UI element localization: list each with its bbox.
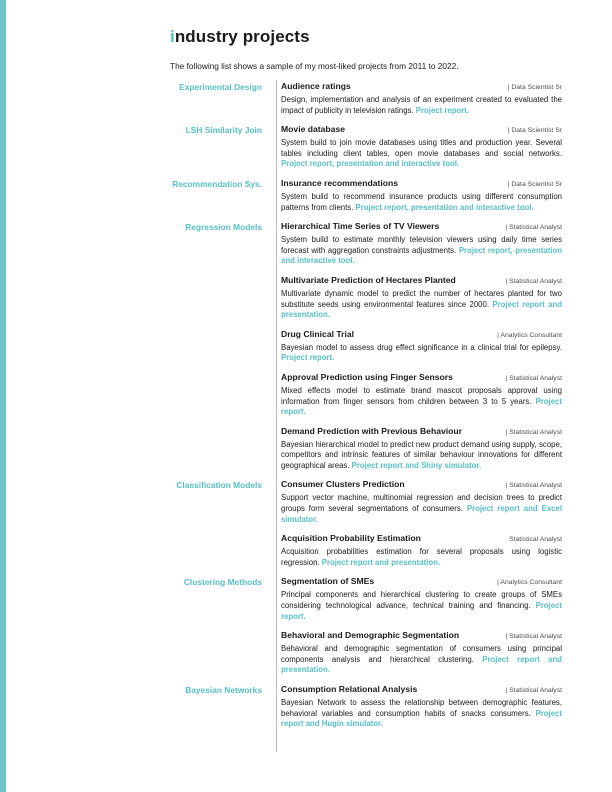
project-title: Behavioral and Demographic Segmentation <box>281 630 460 641</box>
project-category-label <box>0 629 270 630</box>
entry-spacer <box>0 267 612 274</box>
project-entry <box>0 177 612 213</box>
project-resources-link[interactable]: Project report. <box>281 601 562 621</box>
project-title: Hierarchical Time Series of TV Viewers <box>281 221 440 232</box>
project-body <box>270 683 562 730</box>
project-category-label: Classification Models <box>176 480 262 491</box>
project-category-label: LSH Similarity Join <box>185 125 262 136</box>
page-title-rest: ndustry projects <box>174 27 310 46</box>
project-heading <box>281 274 562 288</box>
project-list <box>0 80 612 737</box>
project-heading <box>281 478 562 492</box>
entry-spacer <box>0 676 612 683</box>
project-body <box>270 177 562 213</box>
project-body <box>270 629 562 676</box>
project-role: | Data Scientist Sr <box>507 180 562 188</box>
project-description <box>281 493 562 525</box>
project-heading <box>281 629 562 643</box>
project-description <box>281 192 562 213</box>
project-heading <box>281 177 562 191</box>
page-title-accent-letter: i <box>170 27 175 46</box>
project-body <box>270 532 562 568</box>
entry-spacer <box>0 170 612 177</box>
project-resources-link[interactable]: Project report. <box>281 396 562 417</box>
project-description-text: Bayesian model to assess drug effect significance in a clinical trial for epilepsy. <box>281 342 562 352</box>
project-title: Drug Clinical Trial <box>281 328 355 339</box>
project-description <box>281 698 562 730</box>
project-body <box>270 220 562 267</box>
project-resources-link[interactable]: Project report and Hugin simulator. <box>281 708 562 729</box>
project-heading <box>281 425 562 439</box>
page-header <box>170 26 580 72</box>
project-role: Statistical Analyst <box>509 536 562 544</box>
entry-spacer <box>0 525 612 532</box>
project-description <box>281 289 562 321</box>
project-category-label <box>0 425 270 426</box>
project-title: Approval Prediction using Finger Sensors <box>281 371 453 382</box>
project-category-label: Regression Models <box>185 222 262 233</box>
project-resources-link[interactable]: Project report and presentation. <box>281 299 563 320</box>
project-description-text: Mixed effects model to estimate brand mascot proposals approval using information from finger sensors from children between 3 to 5 years. <box>281 385 562 406</box>
project-entry <box>0 80 612 116</box>
project-role: | Statistical Analyst <box>505 277 562 285</box>
project-description-text: Acquisition probabilities estimation for several proposals using logistic regression. <box>281 547 562 567</box>
project-description-text: Support vector machine, multinomial regression and decision trees to predict groups form several segmentations of consumers. <box>281 493 562 514</box>
project-description-text: System build to join movie databases using titles and production year. Several tables including client tables, open movie databases and social networks. <box>281 138 562 158</box>
project-title: Demand Prediction with Previous Behaviour <box>281 425 462 436</box>
project-title: Insurance recommendations <box>281 177 399 188</box>
project-title: Consumer Clusters Prediction <box>281 479 405 490</box>
project-role: | Statistical Analyst <box>505 428 562 436</box>
project-category-label: Clustering Methods <box>183 577 262 588</box>
project-description <box>281 386 562 418</box>
project-category-label <box>0 532 270 533</box>
entry-spacer <box>0 568 612 575</box>
project-category-label: Recommendation Sys. <box>172 178 262 189</box>
project-heading <box>281 220 562 234</box>
project-body <box>270 425 562 472</box>
project-description-text: System build to recommend insurance products using different consumption patterns from clients. <box>281 191 562 212</box>
entry-spacer <box>0 471 612 478</box>
project-role: | Analytics Consultant <box>497 579 562 587</box>
page-title <box>170 26 580 48</box>
project-role: | Data Scientist Sr <box>507 84 562 91</box>
project-body <box>270 328 562 364</box>
project-entry <box>0 629 612 676</box>
project-role: | Data Scientist Sr <box>507 127 562 135</box>
project-resources-link[interactable]: Project report and Shiny simulator. <box>351 460 482 470</box>
project-title: Movie database <box>281 124 345 135</box>
project-entry <box>0 220 612 267</box>
project-description-text: System build to estimate monthly television viewers using daily time series forecast with aggregation constraints adjustments. <box>281 235 562 255</box>
project-resources-link[interactable]: Project report, presentation and interactive tool. <box>355 202 534 212</box>
project-body <box>270 274 562 321</box>
project-resources-link[interactable]: Project report, presentation and interactive tool. <box>281 159 460 169</box>
project-body <box>270 371 562 418</box>
project-resources-link[interactable]: Project report. <box>281 353 335 363</box>
project-role: | Statistical Analyst <box>505 224 562 232</box>
project-resources-link[interactable]: Project report and Excel simulator. <box>281 504 562 524</box>
entry-spacer <box>0 622 612 629</box>
project-description-text: Design, implementation and analysis of an experiment created to evaluated the impact of publicity in television ratings. <box>281 95 562 115</box>
project-description-text: Bayesian Network to assess the relationship between demographic features, behavioral variables and consumption habits of snacks consumers. <box>281 698 562 718</box>
project-body <box>270 123 562 170</box>
project-heading <box>281 575 562 589</box>
project-role: | Statistical Analyst <box>505 633 562 641</box>
project-resources-link[interactable]: Project report, presentation and interactive tool. <box>281 245 562 266</box>
project-title: Consumption Relational Analysis <box>281 684 418 694</box>
project-role: | Statistical Analyst <box>505 687 562 694</box>
project-category-label <box>0 371 270 372</box>
project-description-text: Principal components and hierarchical clustering to create groups of SMEs considering technological advance, technical training and financing. <box>281 590 562 611</box>
project-title: Segmentation of SMEs <box>281 576 375 587</box>
page-intro: The following list shows a sample of my most-liked projects from 2011 to 2022. <box>170 61 459 71</box>
project-role: | Analytics Consultant <box>497 331 562 339</box>
project-description <box>281 95 562 116</box>
project-description <box>281 644 562 676</box>
project-entry <box>0 371 612 418</box>
project-title: Multivariate Prediction of Hectares Planted <box>281 274 456 285</box>
project-entry <box>0 274 612 321</box>
project-heading <box>281 80 562 94</box>
entry-spacer <box>0 364 612 371</box>
project-body <box>270 575 562 622</box>
project-heading <box>281 328 562 342</box>
project-description <box>281 440 562 472</box>
project-title: Audience ratings <box>281 81 351 91</box>
entry-spacer <box>0 116 612 123</box>
project-heading <box>281 123 562 137</box>
project-heading <box>281 683 562 697</box>
project-description <box>281 343 562 364</box>
project-category-label <box>0 274 270 275</box>
project-category-label: Experimental Design <box>179 82 262 92</box>
project-entry <box>0 478 612 525</box>
project-entry <box>0 328 612 364</box>
project-body <box>270 80 562 116</box>
entry-spacer <box>0 213 612 220</box>
project-category-label: Bayesian Networks <box>185 685 262 695</box>
project-entry <box>0 425 612 472</box>
entry-spacer <box>0 418 612 425</box>
project-description <box>281 235 562 267</box>
project-description <box>281 547 562 568</box>
project-entry <box>0 683 612 730</box>
project-resources-link[interactable]: Project report and presentation. <box>321 557 441 567</box>
project-entry <box>0 123 612 170</box>
project-body <box>270 478 562 525</box>
project-title: Acquisition Probability Estimation <box>281 533 421 544</box>
project-category-label <box>0 328 270 329</box>
project-entry <box>0 575 612 622</box>
entry-spacer <box>0 730 612 737</box>
entry-spacer <box>0 321 612 328</box>
project-resources-link[interactable]: Project report and presentation. <box>281 654 563 675</box>
project-role: | Statistical Analyst <box>505 374 562 382</box>
project-resources-link[interactable]: Project report. <box>415 105 470 115</box>
project-entry <box>0 532 612 568</box>
project-role: | Statistical Analyst <box>505 482 562 490</box>
project-description-text: Multivariate dynamic model to predict the number of hectares planted for two substitute seeds using environmental features since 2000. <box>281 288 562 309</box>
project-heading <box>281 532 562 546</box>
project-description-text: Behavioral and demographic segmentation of consumers using principal components analysis and hierarchical clustering. <box>281 644 562 664</box>
project-heading <box>281 371 562 385</box>
project-description-text: Bayesian hierarchical model to predict new product demand using supply, scope, competitors and intrinsic features of similar behaviour innovations for different geographical areas. <box>281 439 562 470</box>
project-description <box>281 138 562 170</box>
project-description <box>281 590 562 622</box>
